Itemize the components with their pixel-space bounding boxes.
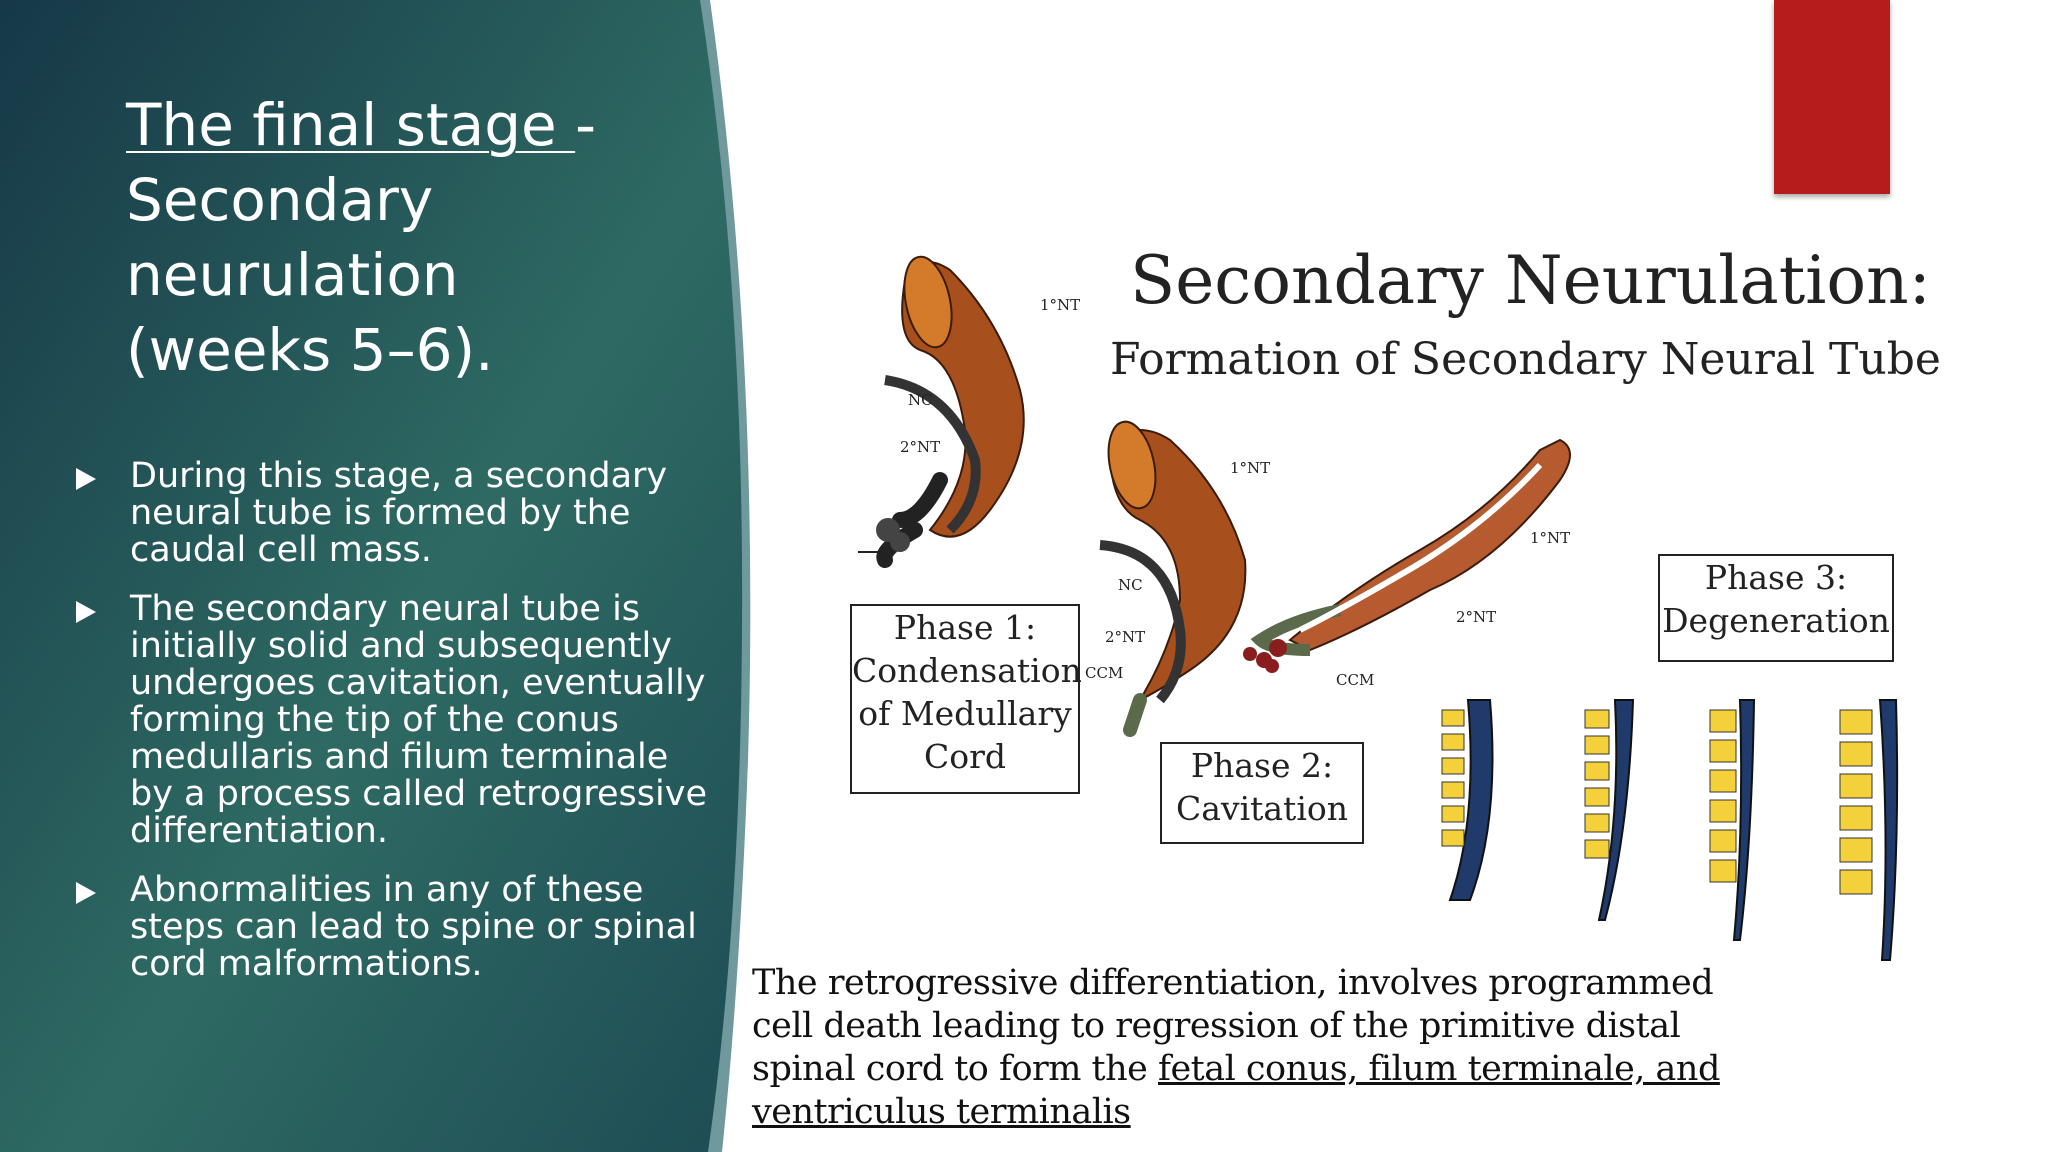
- phase2-label: Phase 2:: [1190, 746, 1334, 785]
- phase3-box: [1658, 554, 1894, 662]
- phase3-spine-drawings: [1442, 700, 1897, 960]
- phase2-tube-drawing: [1100, 417, 1245, 730]
- phase3-line: Degeneration: [1662, 601, 1890, 640]
- bullet-item: [70, 872, 710, 983]
- phase2-box: [1160, 742, 1364, 844]
- title-line-4: (weeks 5–6).: [126, 316, 494, 384]
- label-1nt: 1°NT: [1530, 529, 1571, 547]
- bullet-text: Abnormalities in any of these steps can lead to spine or spinal cord malformations.: [130, 870, 697, 984]
- phase1-label: Phase 1:: [893, 608, 1037, 647]
- figure-subtitle: Formation of Secondary Neural Tube: [1110, 334, 1941, 385]
- title-underlined-part: The final stage: [126, 91, 576, 159]
- label-ccm: CCM: [1336, 671, 1375, 689]
- bullet-arrow-icon: [76, 882, 96, 904]
- phase3-label: Phase 3:: [1704, 558, 1848, 597]
- secondary-neurulation-figure: [840, 230, 1980, 1030]
- label-2nt: 2°NT: [1105, 628, 1146, 646]
- bullet-text: The secondary neural tube is initially solid and subsequently undergoes cavitation, eventually forming the tip of the conus medullaris and filum terminale by a process called retrogressive differentiation.: [130, 589, 707, 851]
- caption-underlined-text: fetal conus, filum terminale, and ventriculus terminalis: [752, 1049, 1720, 1132]
- accent-bar: [1774, 0, 1890, 194]
- slide-title: [126, 88, 686, 388]
- bullet-text: During this stage, a secondary neural tube is formed by the caudal cell mass.: [130, 456, 668, 570]
- title-dash: -: [575, 91, 597, 159]
- label-ccm: CCM: [1085, 664, 1124, 682]
- label-1nt: 1°NT: [1230, 459, 1271, 477]
- figure-title: Secondary Neurulation:: [1130, 242, 1931, 319]
- label-nc: NC: [1118, 576, 1143, 594]
- label-2nt: 2°NT: [900, 438, 941, 456]
- phase1-box: [850, 604, 1080, 794]
- label-nc: NC: [908, 391, 933, 409]
- cavitation-tube-drawing: [1243, 440, 1570, 673]
- bullet-list: [70, 458, 710, 1005]
- bullet-arrow-icon: [76, 468, 96, 490]
- phase1-tube-drawing: [858, 252, 1024, 560]
- caption-text: The retrogressive differentiation, involves programmed cell death leading to regression of the primitive distal spinal cord to form the: [752, 963, 1714, 1089]
- phase2-line: Cavitation: [1176, 789, 1348, 828]
- bullet-arrow-icon: [76, 601, 96, 623]
- title-line-2: Secondary: [126, 166, 434, 234]
- bullet-item: [70, 458, 710, 569]
- phase1-line: Cord: [923, 737, 1007, 776]
- label-2nt: 2°NT: [1456, 608, 1497, 626]
- phase1-line: Condensation: [852, 651, 1082, 690]
- phase1-line: of Medullary: [858, 694, 1072, 733]
- title-line-3: neurulation: [126, 241, 459, 309]
- figure-caption: [752, 962, 1752, 1134]
- bullet-item: [70, 591, 710, 850]
- label-1nt: 1°NT: [1040, 296, 1081, 314]
